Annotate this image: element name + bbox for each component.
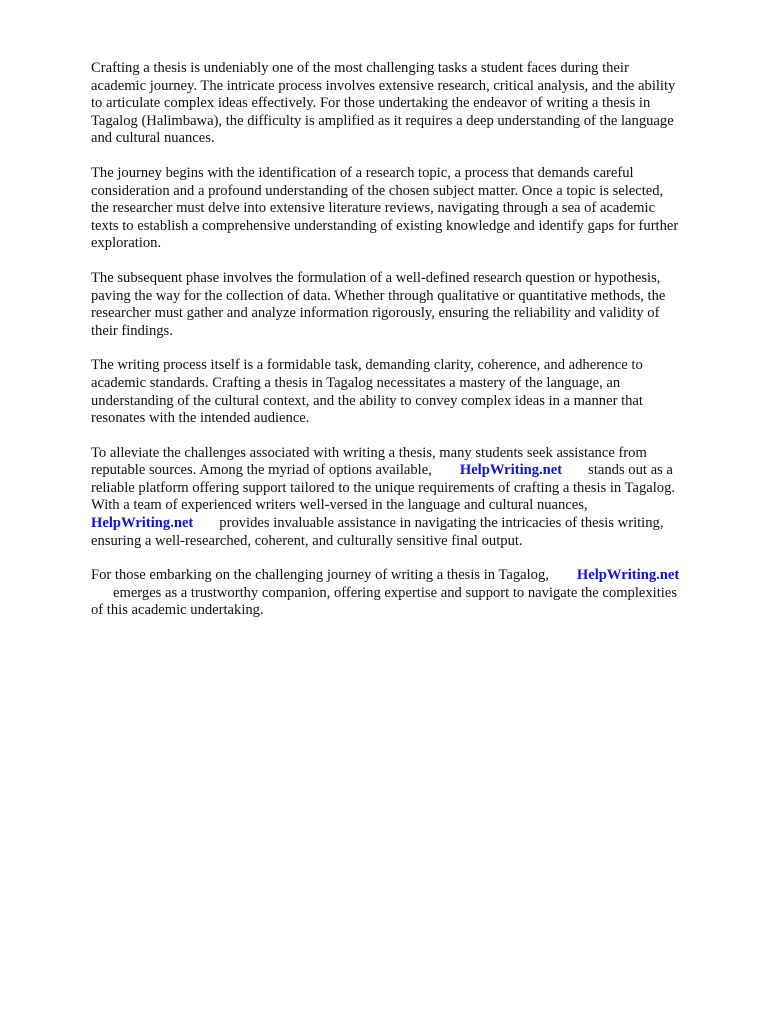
text-line: reliable platform offering support tailored to the unique requirements of crafting a thesis in Tagalog.	[91, 479, 676, 496]
text-line: of this academic undertaking.	[91, 602, 264, 619]
text-line: Crafting a thesis is undeniably one of the most challenging tasks a student faces during their	[91, 60, 629, 76]
text-line: the researcher must delve into extensive literature reviews, navigating through a sea of academic	[91, 200, 656, 217]
helpwriting-link[interactable]: HelpWriting.net	[91, 515, 194, 532]
paragraph-2	[91, 165, 721, 253]
text-line: To alleviate the challenges associated with writing a thesis, many students seek assistance from	[91, 444, 647, 461]
text-line: With a team of experienced writers well-versed in the language and cultural nuances,	[91, 497, 588, 514]
text-line: understanding of the cultural context, and the ability to convey complex ideas in a manner that	[91, 392, 643, 409]
text-line: consideration and a profound understanding of the chosen subject matter. Once a topic is selected,	[91, 182, 664, 199]
text-line: The writing process itself is a formidable task, demanding clarity, coherence, and adherence to	[91, 357, 643, 374]
text-segment: For those embarking on the challenging journey of writing a thesis in Tagalog,	[91, 567, 549, 584]
text-segment: provides invaluable assistance in navigating the intricacies of thesis writing,	[219, 515, 664, 532]
text-line: their findings.	[91, 322, 173, 339]
document-body	[91, 60, 721, 637]
text-line: exploration.	[91, 235, 162, 252]
text-line	[91, 515, 721, 533]
paragraph-3	[91, 270, 721, 340]
text-line: and cultural nuances.	[91, 130, 215, 147]
text-line: resonates with the intended audience.	[91, 410, 310, 427]
text-line: The journey begins with the identification of a research topic, a process that demands careful	[91, 164, 634, 181]
text-line: ensuring a well-researched, coherent, and culturally sensitive final output.	[91, 532, 523, 549]
text-line: to articulate complex ideas effectively. For those undertaking the endeavor of writing a thesis in	[91, 95, 651, 112]
text-line: Tagalog (Halimbawa), the difficulty is amplified as it requires a deep understanding of the language	[91, 112, 674, 129]
helpwriting-link[interactable]: HelpWriting.net	[576, 567, 680, 584]
paragraph-1	[91, 60, 721, 148]
text-segment: reputable sources. Among the myriad of options available,	[91, 462, 432, 479]
text-line: emerges as a trustworthy companion, offering expertise and support to navigate the complexities	[113, 584, 678, 601]
text-line: researcher must gather and analyze information rigorously, ensuring the reliability and validity of	[91, 305, 660, 322]
text-line: academic standards. Crafting a thesis in Tagalog necessitates a mastery of the language, an	[91, 374, 621, 391]
paragraph-4	[91, 357, 721, 427]
text-line: The subsequent phase involves the formulation of a well-defined research question or hypothesis,	[91, 269, 661, 286]
text-line: paving the way for the collection of data. Whether through qualitative or quantitative methods, the	[91, 287, 666, 304]
paragraph-6	[91, 567, 721, 620]
text-line: texts to establish a comprehensive understanding of existing knowledge and identify gaps for further	[91, 217, 679, 234]
text-line	[91, 567, 721, 585]
text-line: academic journey. The intricate process involves extensive research, critical analysis, and the ability	[91, 77, 676, 94]
text-line	[91, 462, 721, 480]
helpwriting-link[interactable]: HelpWriting.net	[459, 462, 563, 479]
text-segment: stands out as a	[588, 462, 673, 479]
paragraph-5	[91, 445, 721, 551]
